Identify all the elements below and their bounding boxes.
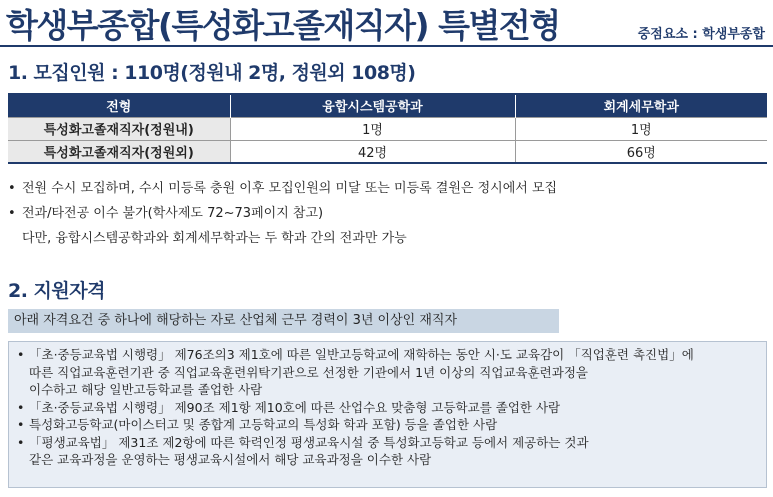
bullet-icon: • [8, 181, 16, 196]
quota-table [8, 93, 767, 164]
section-heading-eligibility: 2. 지원자격 [8, 280, 105, 302]
list-item [17, 416, 758, 434]
criteria-line: 특성화고등학교(마이스터고 및 종합계 고등학교의 특성화 학과 포함) 등을 졸업한 사람 [29, 417, 498, 432]
criteria-text [29, 416, 758, 434]
bullet-icon: • [17, 347, 25, 362]
table-cell: 1명 [230, 117, 515, 140]
criteria-text [29, 399, 758, 417]
bullet-icon: • [17, 417, 25, 432]
table-cell: 42명 [230, 140, 515, 163]
row-header-cell: 특성화고졸재직자(정원내) [8, 117, 230, 140]
table-row [8, 117, 767, 140]
section-heading-quota: 1. 모집인원 : 110명(정원내 2명, 정원외 108명) [8, 62, 416, 84]
list-item [8, 176, 557, 201]
bullet-icon: • [8, 206, 16, 221]
column-header-dept-1: 융합시스템공학과 [230, 94, 515, 117]
note-text: 전원 수시 모집하며, 수시 미등록 충원 이후 모집인원의 미달 또는 미등록 결원은 정시에서 모집 [22, 181, 558, 196]
table-cell: 1명 [515, 117, 767, 140]
column-header-type: 전형 [8, 94, 230, 117]
eligibility-criteria-box [8, 341, 767, 488]
page-title: 학생부종합(특성화고졸재직자) 특별전형 [6, 6, 560, 45]
criteria-line: 이수하고 해당 일반고등학교를 졸업한 사람 [29, 382, 263, 397]
criteria-line: 「초·중등교육법 시행령」 제76조의3 제1호에 따른 일반고등학교에 재학하는 동안 시·도 교육감이 「직업훈련 촉진법」에 [29, 347, 694, 362]
eligibility-banner: 아래 자격요건 중 하나에 해당하는 자로 산업체 근무 경력이 3년 이상인 재직자 [8, 309, 559, 333]
table-header-row [8, 94, 767, 117]
quota-notes [8, 176, 557, 251]
list-item [17, 434, 758, 469]
list-item [17, 346, 758, 399]
criteria-line: 따른 직업교육훈련기관 중 직업교육훈련위탁기관으로 선정한 기관에서 1년 이상의 직업교육훈련과정을 [29, 364, 588, 380]
row-header-cell: 특성화고졸재직자(정원외) [8, 140, 230, 163]
criteria-text [29, 346, 758, 399]
list-item [8, 201, 557, 226]
focus-note: 중점요소 : 학생부종합 [637, 27, 765, 42]
title-divider [0, 45, 773, 47]
criteria-text [29, 434, 758, 469]
bullet-icon: • [17, 399, 25, 415]
note-continuation: 다만, 융합시스템공학과와 회계세무학과는 두 학과 간의 전과만 가능 [22, 231, 407, 246]
list-item [17, 399, 758, 417]
column-header-dept-2: 회계세무학과 [515, 94, 767, 117]
criteria-line: 「초·중등교육법 시행령」 제90조 제1항 제10호에 따른 산업수요 맞춤형 고등학교를 졸업한 사람 [29, 399, 561, 415]
criteria-line: 「평생교육법」 제31조 제2항에 따른 학력인정 평생교육시설 중 특성화고등학교 등에서 제공하는 것과 [29, 434, 589, 450]
criteria-line: 같은 교육과정을 운영하는 평생교육시설에서 해당 교육과정을 이수한 사람 [29, 452, 432, 467]
table-row [8, 140, 767, 163]
table-cell: 66명 [515, 140, 767, 163]
bullet-icon: • [17, 434, 25, 450]
note-text: 전과/타전공 이수 불가(학사제도 72~73페이지 참고) [22, 206, 324, 221]
